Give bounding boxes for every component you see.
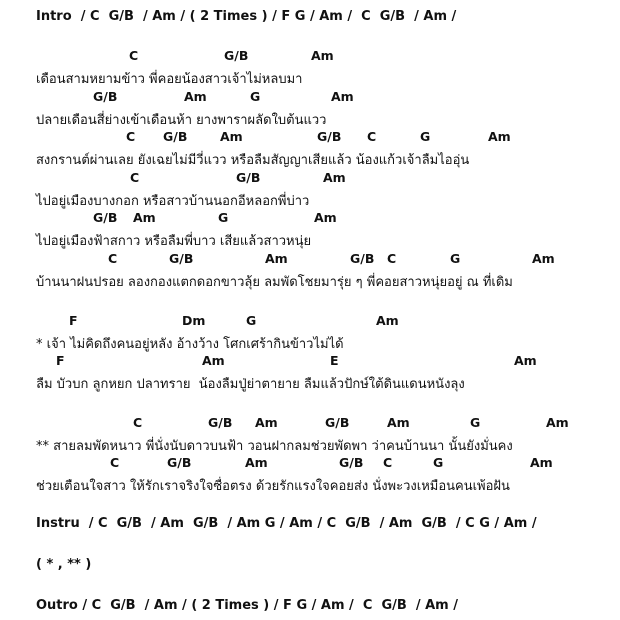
- repeat-marker: ( * , ** ): [36, 557, 92, 572]
- chord-label: Am: [323, 170, 346, 185]
- chord-label: E: [330, 353, 339, 368]
- chord-label: Am: [133, 210, 156, 225]
- chord-label: F: [69, 313, 78, 328]
- chord-label: G/B: [339, 455, 364, 470]
- chord-label: G: [470, 415, 481, 430]
- chord-label: G/B: [350, 251, 375, 266]
- chord-label: G/B: [169, 251, 194, 266]
- lyric-line: * เจ้า ไม่คิดถึงคนอยู่หลัง อ้างว้าง โศกเศร้ากินข้าวไม่ได้: [36, 337, 344, 352]
- chord-label: Am: [546, 415, 569, 430]
- chord-label: C: [133, 415, 143, 430]
- chord-label: Am: [265, 251, 288, 266]
- outro-line: Outro / C G/B / Am / ( 2 Times ) / F G / Am / C G/B / Am /: [36, 598, 458, 613]
- chord-label: G/B: [317, 129, 342, 144]
- lyric-line: ช่วยเตือนใจสาว ให้รักเราจริงใจซื่อตรง ด้วยรักแรงใจคอยส่ง นั่งพะวงเหมือนคนเพ้อฝัน: [36, 479, 510, 494]
- chord-label: G/B: [236, 170, 261, 185]
- chord-label: C: [129, 48, 139, 63]
- chord-label: G/B: [93, 89, 118, 104]
- chord-label: G/B: [325, 415, 350, 430]
- chord-label: G: [450, 251, 461, 266]
- chord-label: G: [218, 210, 229, 225]
- lyric-line: เดือนสามหยามข้าว พี่คอยน้องสาวเจ้าไม่หลบมา: [36, 72, 303, 87]
- chord-label: G: [250, 89, 261, 104]
- chord-label: C: [126, 129, 136, 144]
- chord-label: C: [110, 455, 120, 470]
- chord-label: Am: [387, 415, 410, 430]
- chord-label: Am: [255, 415, 278, 430]
- chord-label: Am: [530, 455, 553, 470]
- chord-label: Am: [311, 48, 334, 63]
- chord-label: Dm: [182, 313, 206, 328]
- lyric-line: บ้านนาฝนปรอย ลองกองแตกดอกขาวลุ้ย ลมพัดโชยมารุ่ย ๆ พี่คอยสาวหนุ่ยอยู่ ณ ที่เดิม: [36, 275, 513, 290]
- chord-label: G: [433, 455, 444, 470]
- lyric-line: ลืม บัวบก ลูกหยก ปลาทราย น้องลืมปู่ย่าตายาย ลืมแล้วปักษ์ใต้ดินแดนหนังลุง: [36, 377, 465, 392]
- chord-label: Am: [514, 353, 537, 368]
- chord-label: G/B: [93, 210, 118, 225]
- chord-label: C: [367, 129, 377, 144]
- chord-label: C: [387, 251, 397, 266]
- chord-label: G/B: [167, 455, 192, 470]
- chord-label: G/B: [224, 48, 249, 63]
- lyric-line: สงกรานต์ผ่านเลย ยังเฉยไม่มีวี่แวว หรือลืมสัญญาเสียแล้ว น้องแก้วเจ้าลืมไออุ่น: [36, 153, 470, 168]
- chord-label: Am: [245, 455, 268, 470]
- chord-label: F: [56, 353, 65, 368]
- chord-label: G: [246, 313, 257, 328]
- chord-label: Am: [331, 89, 354, 104]
- chord-label: Am: [202, 353, 225, 368]
- chord-label: Am: [376, 313, 399, 328]
- chord-label: Am: [532, 251, 555, 266]
- lyric-line: ปลายเดือนสี่ย่างเข้าเดือนห้า ยางพาราผลัดใบต้นแวว: [36, 113, 327, 128]
- chord-label: G/B: [163, 129, 188, 144]
- lyric-line: ไปอยู่เมืองฟ้าสกาว หรือลืมพี่บาว เสียแล้วสาวหนุ่ย: [36, 234, 312, 249]
- chord-label: G: [420, 129, 431, 144]
- instru-line: Instru / C G/B / Am G/B / Am G / Am / C G/B / Am G/B / C G / Am /: [36, 516, 537, 531]
- chord-label: Am: [220, 129, 243, 144]
- chord-label: G/B: [208, 415, 233, 430]
- chord-label: Am: [314, 210, 337, 225]
- chord-label: Am: [184, 89, 207, 104]
- chord-label: C: [130, 170, 140, 185]
- lyric-line: ไปอยู่เมืองบางกอก หรือสาวบ้านนอกอีหลอกพี่บ่าว: [36, 194, 310, 209]
- intro-line: Intro / C G/B / Am / ( 2 Times ) / F G / Am / C G/B / Am /: [36, 9, 457, 24]
- chord-label: Am: [488, 129, 511, 144]
- chord-label: C: [108, 251, 118, 266]
- lyric-line: ** สายลมพัดหนาว พี่นั่งนับดาวบนฟ้า วอนฝากลมช่วยพัดพา ว่าคนบ้านนา นั้นยังมั่นคง: [36, 439, 513, 454]
- chord-label: C: [383, 455, 393, 470]
